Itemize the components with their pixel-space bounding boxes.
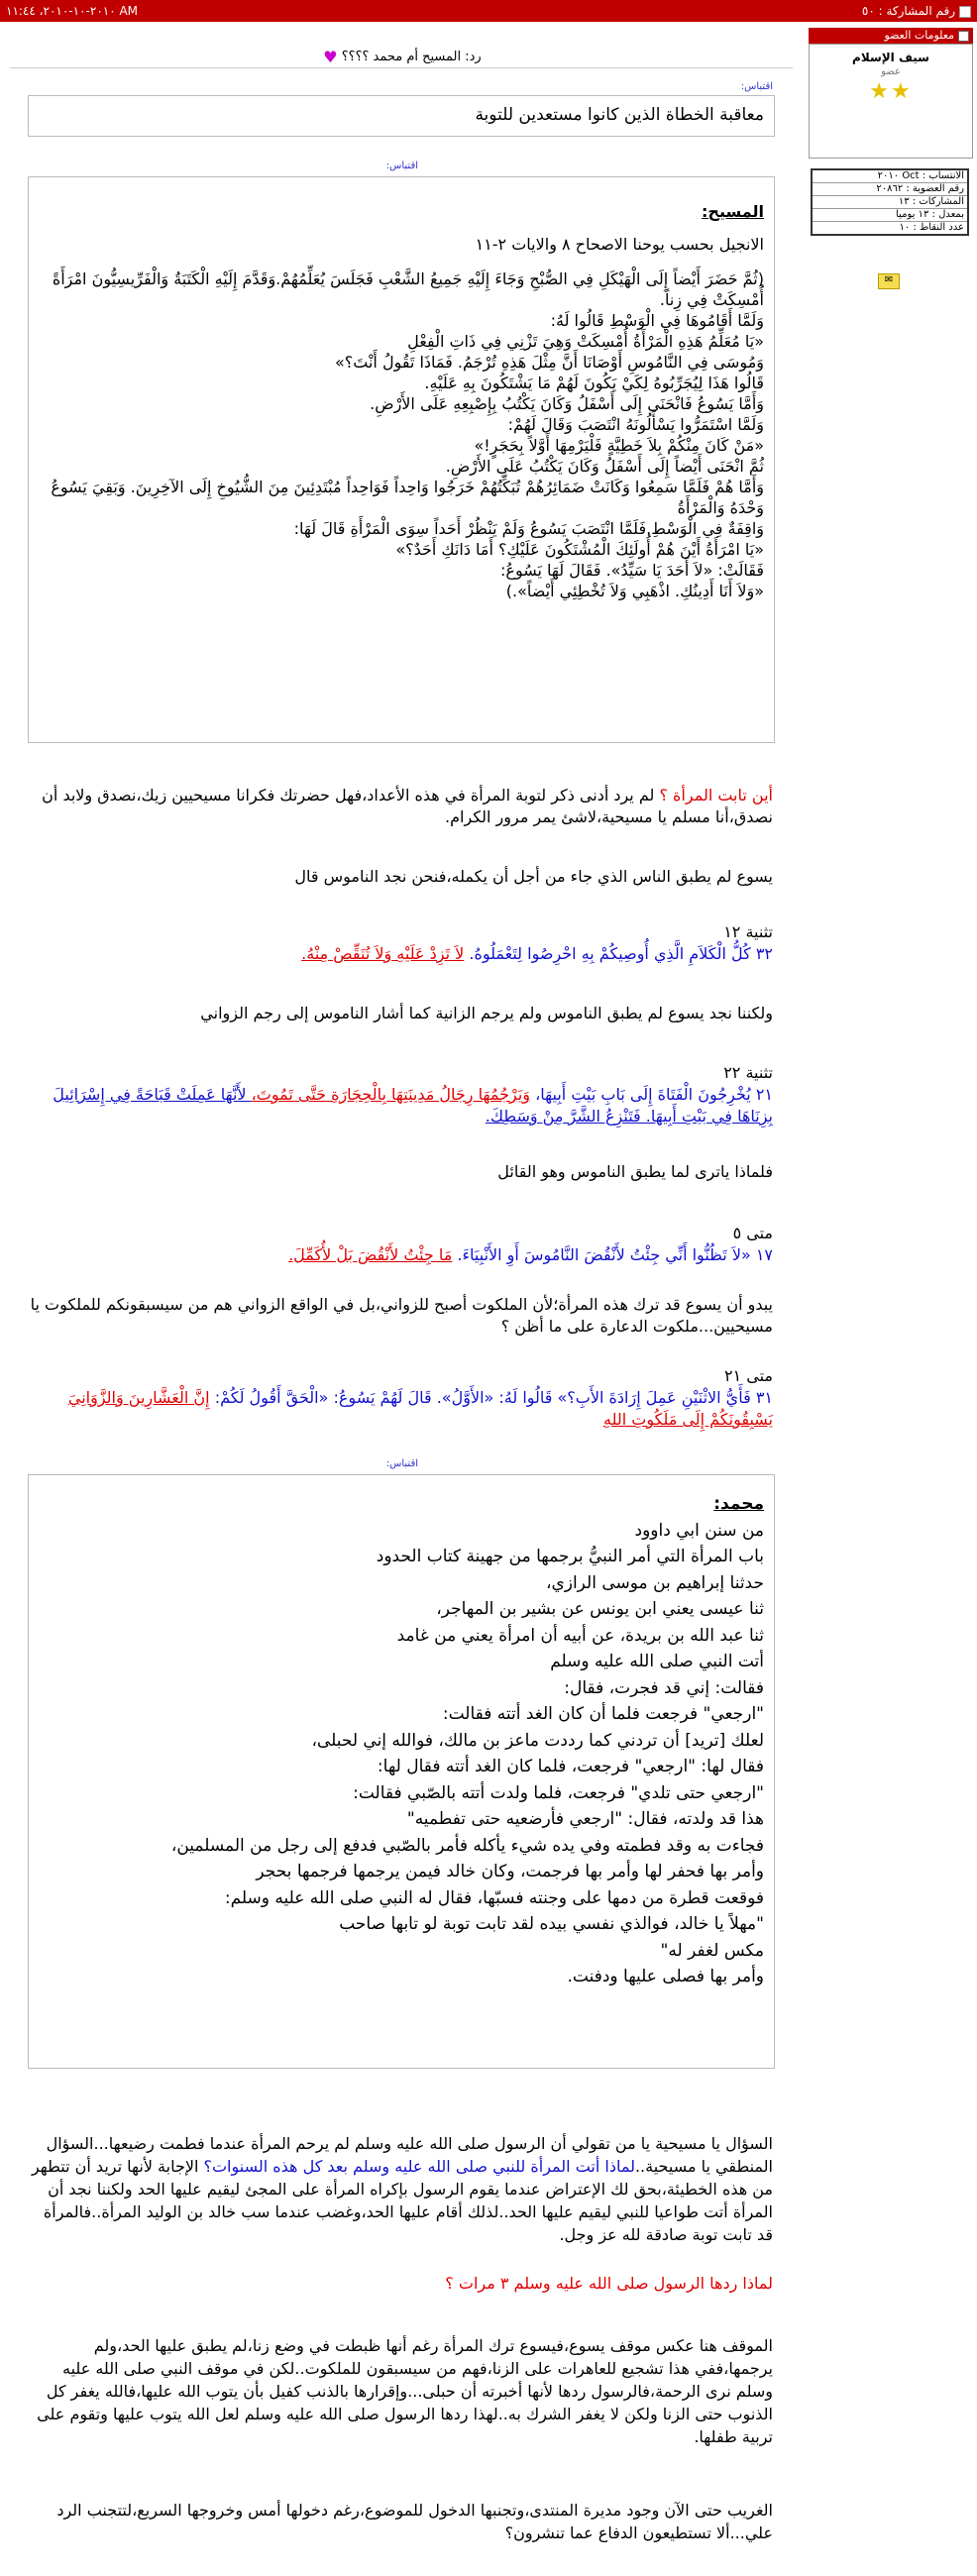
paragraph-1: أين تابت المرأة ؟ لم يرد أدنى ذكر لتوبة المرأة في هذه الأعداد،فهل حضرتك فكرانا مسيحيين زيك،نصدق ولابد أن نصدق،أنا مسلم يا مسيحية،لاشئ يمر مرور الكرام. [42,786,773,826]
quote-text-1: معاقبة الخطاة الذين كانوا مستعدين للتوبة [475,105,764,125]
post-body [0,22,806,2576]
reference-3: متى ٥ [732,1224,773,1242]
quote2-line: الانجيل بحسب يوحنا الاصحاح ٨ والايات ٢-١١ [475,235,764,254]
quote2-line: (ثُمَّ حَضَرَ أَيْضاً إِلَى الْهَيْكَلِ فِي الصُّبْحِ وَجَاءَ إِلَيْهِ جَمِيعُ الشَّعْبِ فَجَلَسَ يُعَلِّمُهُمْ.وَقَدَّمَ إِلَيْهِ الْكَتَبَةُ وَالْفَرِّيسِيُّونَ امْرَأَةً أُمْسِكَتْ فِي زِناً. [52,269,764,309]
quote3-line: لعلك [تريد] أن تردني كما رددت ماعز بن مالك، فوالله إني لحبلى، [311,1730,764,1751]
verse-1: ٣٢ كُلُّ الْكَلاَمِ الَّذِي أُوصِيكُمْ بِهِ احْرِصُوا لِتَعْمَلُوهُ. لاَ تَزِدْ عَلَيْهِ وَلاَ تُنَقِّصْ مِنْهُ. [301,944,773,963]
quote3-line: ثنا عبد الله بن بريدة، عن أبيه أن امرأة يعني من غامد [396,1625,764,1646]
quote3-line: باب المرأة التي أمر النبيُّ برجمها من جهينة كتاب الحدود [376,1547,764,1566]
quote2-line: وَلَمَّا اسْتَمَرُّوا يَسْأَلُونَهُ انْتَصَبَ وَقَالَ لَهُمْ: [507,415,764,434]
quote3-line: مكس لغفر له" [660,1940,764,1961]
rank-stars-icon: ★★ [869,79,913,104]
quote3-line: فوقعت قطرة من دمها على وجنته فسبّها، فقال له النبي صلى الله عليه وسلم: [224,1887,764,1908]
quote-label: اقتباس: [385,1458,418,1469]
quote2-line: ثُمَّ انْحَنَى أَيْضاً إِلَى أَسْفَلُ وَكَانَ يَكْتُبُ عَلَى الأَرْضِ. [445,457,764,476]
quote-heading-christ: المسيح: [702,202,764,221]
reference-2: تثنية ٢٢ [723,1063,773,1082]
reference-1: تثنية ١٢ [723,922,773,941]
paragraph-4: فلماذا ياترى لما يطبق الناموس وهو القائل [497,1162,773,1181]
quote-label: اقتباس: [740,81,773,92]
paragraph-8: الموقف هنا عكس موقف يسوع،فيسوع ترك المرأة رغم أنها ظبطت في وضع زنا،لم يطبق عليها الحد،ولم يرجمها،ففي هذا تشجيع للعاهرات على الزنا،فهم من سيسبقون للملكوت..لكن في موقف النبي صلى الله عليه وسلم نرى الرحمة،فالرسول ردها لأنها أخبرته أن حبلى...وإقرارها بالذنب كفيل بأن يتوب الله عليها،فالله يغفر كل الذنوب حتى الزنا ولكن لا يغفر الشرك به..لهذا ردها الرسول صلى الله عليه وسلم لعل الله يتوب عليها وتقوم على تربية طفلها. [37,2336,773,2446]
quote3-line: "مهلاً يا خالد، فوالذي نفسي بيده لقد تابت توبة لو تابها صاحب [339,1914,764,1934]
post-number[interactable]: رقم المشاركة : ٥٠ [862,0,971,22]
paragraph-3: ولكننا نجد يسوع لم يطبق الناموس ولم يرجم الزانية كما أشار الناموس إلى رجم الزواني [200,1004,773,1022]
reference-4: متى ٢١ [723,1366,773,1385]
quote2-line: «مَنْ كَانَ مِنْكُمْ بِلاَ خَطِيَّةٍ فَلْيَرْمِهَا أَوَّلاً بِحَجَرٍ!» [474,436,764,455]
verse-3: ١٧ «لاَ تَظُنُّوا أَنِّي جِئْتُ لأَنْقُضَ النَّامُوسَ أَوِ الأَنْبِيَاءَ. مَا جِئْتُ لأَنْقُضَ بَلْ لأُكَمِّلَ. [288,1245,773,1264]
member-stats [811,168,969,236]
quote2-line: وَاقِفَةٌ فِي الْوَسْطِ.فَلَمَّا انْتَصَبَ يَسُوعُ وَلَمْ يَنْظُرْ أَحَداً سِوَى الْمَرْأَةِ قَالَ لَهَا: [293,519,764,538]
post-title [0,48,805,69]
quote2-line: وَأَمَّا هُمْ فَلَمَّا سَمِعُوا وَكَانَتْ ضَمَائِرُهُمْ تُبَكِّتُهُمْ خَرَجُوا وَاحِداً فَوَاحِداً مُبْتَدِئِينَ مِنَ الشُّيُوخِ إِلَى الآخِرِينَ. وَبَقِيَ يَسُوعُ وَحْدَهُ وَالْمَرْأَةُ [51,478,764,517]
quote-label: اقتباس: [385,161,418,171]
member-username[interactable]: سيف الإسلام [852,51,929,64]
envelope-icon[interactable]: ✉ [878,273,900,289]
quote2-line: وَمُوسَى فِي النَّامُوسِ أَوْصَانَا أَنَّ مِثْلَ هَذِهِ تُرْجَمُ. فَمَاذَا تَقُولُ أَنْتَ؟» [334,353,764,372]
heart-icon: ♥ [323,48,338,66]
member-rank: عضو [881,66,901,77]
quote3-line: "ارجعي" فرجعت فلما أن كان الغد أتته فقالت: [442,1704,764,1724]
quote2-line: فَقَالَتْ: «لاَ أَحَدَ يَا سَيِّدُ». فَقَالَ لَهَا يَسُوعُ: [500,561,764,580]
checkbox-icon[interactable] [958,31,969,42]
post-header-bar [0,0,977,22]
quote3-line: "ارجعي حتى تلدي" فرجعت، فلما ولدت أتته بالصّبي فقالت: [353,1782,764,1803]
quote2-line: وَأَمَّا يَسُوعُ فَانْحَنَى إِلَى أَسْفَلُ وَكَانَ يَكْتُبُ بِإِصْبِعِهِ عَلَى الأَرْضِ. [370,394,764,413]
quote2-line: «وَلاَ أَنَا أَدِينُكِ. اذْهَبِي وَلاَ تُخْطِئِي أَيْضاً».) [505,582,764,600]
paragraph-9: الغريب حتى الآن وجود مديرة المنتدى،وتجنبها الدخول للموضوع،رغم دخولها أمس وخروجها السريع،لتتجنب الرد علي...ألا تستطيعون الدفاع عما تنشرون؟ [56,2501,773,2542]
quote-heading-muhammad: محمد: [713,1494,764,1514]
paragraph-2: يسوع لم يطبق الناس الذي جاء من أجل أن يكمله،فنحن نجد الناموس قال [294,867,773,886]
paragraph-7: لماذا ردها الرسول صلى الله عليه وسلم ٣ مرات ؟ [445,2274,773,2293]
quote3-line: وأمر بها فحفر لها وأمر بها فرجمت، وكان خالد فيمن يرجمها فرجمها بحجر [256,1862,764,1881]
select-checkbox[interactable] [959,6,971,18]
quote-box-2 [28,176,775,743]
member-card [809,44,973,159]
quote2-line: «يَا مُعَلِّمُ هَذِهِ الْمَرْأَةُ أُمْسِكَتْ وَهِيَ تَزْنِي فِي ذَاتِ الْفِعْلِ [407,332,764,351]
quote3-line: من سنن ابي داوود [634,1520,764,1541]
paragraph-5: يبدو أن يسوع قد ترك هذه المرأة؛لأن الملكوت أصبح للزواني،بل في الواقع الزواني هم من سيسبقونكم للملكوت يا مسيحيين...ملكوت الدعارة على ما أظن ؟ [30,1295,773,1336]
quote2-line: وَلَمَّا أَقَامُوهَا فِي الْوَسْطِ قَالُوا لَهُ: [550,311,764,330]
member-number: رقم العضوية : ٢٠٨٦٢ [813,183,967,196]
quote3-line: أتت النبي صلى الله عليه وسلم [550,1652,764,1671]
quote3-line: حدثنا إبراهيم بن موسى الرازي، [545,1572,764,1593]
quote3-line: فقال لها: "ارجعي" فرجعت، فلما كان الغد أتته فقال لها: [377,1757,764,1776]
member-sidebar [805,22,977,2576]
highlight-question: أين تابت المرأة ؟ [659,786,773,805]
title-divider [10,67,793,68]
post-rate: بمعدل : ١٣ يوميا [813,209,967,222]
quote-box-1 [28,95,775,137]
quote3-line: هذا قد ولدته، فقال: "ارجعي فأرضعيه حتى تفطميه" [406,1809,764,1829]
quote2-line: «يَا امْرَأَةُ أَيْنَ هُمْ أُولَئِكَ الْمُشْتَكُونَ عَلَيْكِ؟ أَمَا دَانَكِ أَحَدٌ؟» [395,540,764,559]
quote3-line: فجاءت به وقد فطمته وفي يده شيء يأكله فأمر بالصّبي فدفع إلى رجل من المسلمين، [170,1835,764,1856]
quote3-line: ثنا عيسى يعني ابن يونس عن بشير بن المهاجر، [436,1599,764,1619]
post-title-text: رد: المسيح أم محمد ؟؟؟؟ [341,50,482,64]
quote3-line: وأمر بها فصلى عليها ودفنت. [567,1967,764,1986]
member-info-header: معلومات العضو [809,28,973,44]
quote-box-3 [28,1474,775,2069]
join-date: الانتساب : Oct ٢٠١٠ [813,170,967,183]
post-count: المشاركات : ١٣ [813,196,967,209]
post-datetime: ٢٠١٠-١٠-٢٠١٠، ١١:٤٤ AM [6,4,139,18]
verse-2: ٢١ يُخْرِجُونَ الْفَتَاةَ إِلَى بَابِ بَيْتِ أَبِيهَا، وَيَرْجُمُهَا رِجَالُ مَدِينَتِهَا بِالْحِجَارَةِ حَتَّى تَمُوتَ، لأَنَّهَا عَمِلَتْ قَبَاحَةً فِي إِسْرَائِيلَ بِزِنَاهَا فِي بَيْتِ أَبِيهَا. فَتَنْزِعُ الشَّرَّ مِنْ وَسَطِكَ. [53,1085,773,1126]
points: عدد النقاط : ١٠ [899,222,964,233]
paragraph-6: السؤال يا مسيحية يا من تقولي أن الرسول صلى الله عليه وسلم لم يرحم المرأة عندما فطمت رضيعها...السؤال المنطقي يا مسيحية..لماذا أتت المرأة للنبي صلى الله عليه وسلم بعد كل هذه السنوات؟ الإجابة لأنها تريد أن تتطهر من هذه الخطيئة،بحق لك الإعتراض عندما يقوم الرسول بإكراه المرأة على المجئ ليقيم عليها الحد ولكننا نجد أن المرأة أتت طواعيا للنبي ليقيم عليها الحد..لذلك أقام عليها الحد،وغضب عندما سب خالد بن الوليد المرأة..فالمرأة قد تابت توبة صادقة لله عز وجل. [31,2134,773,2244]
verse-4: ٣١ فَأَيُّ الاثْنَيْنِ عَمِلَ إِرَادَةَ الأَبِ؟» قَالُوا لَهُ: «الأَوَّلُ». قَالَ لَهُمْ يَسُوعُ: «الْحَقَّ أَقُولُ لَكُمْ: إِنَّ الْعَشَّارِينَ وَالزَّوَانِيَ يَسْبِقُونَكُمْ إِلَى مَلَكُوتِ اللهِ [67,1388,773,1429]
quote2-line: قَالُوا هَذَا لِيُجَرِّبُوهُ لِكَيْ يَكُونَ لَهُمْ مَا يَشْتَكُونَ بِهِ عَلَيْهِ. [424,374,764,392]
quote3-line: فقالت: إني قد فجرت، فقال: [564,1677,764,1698]
